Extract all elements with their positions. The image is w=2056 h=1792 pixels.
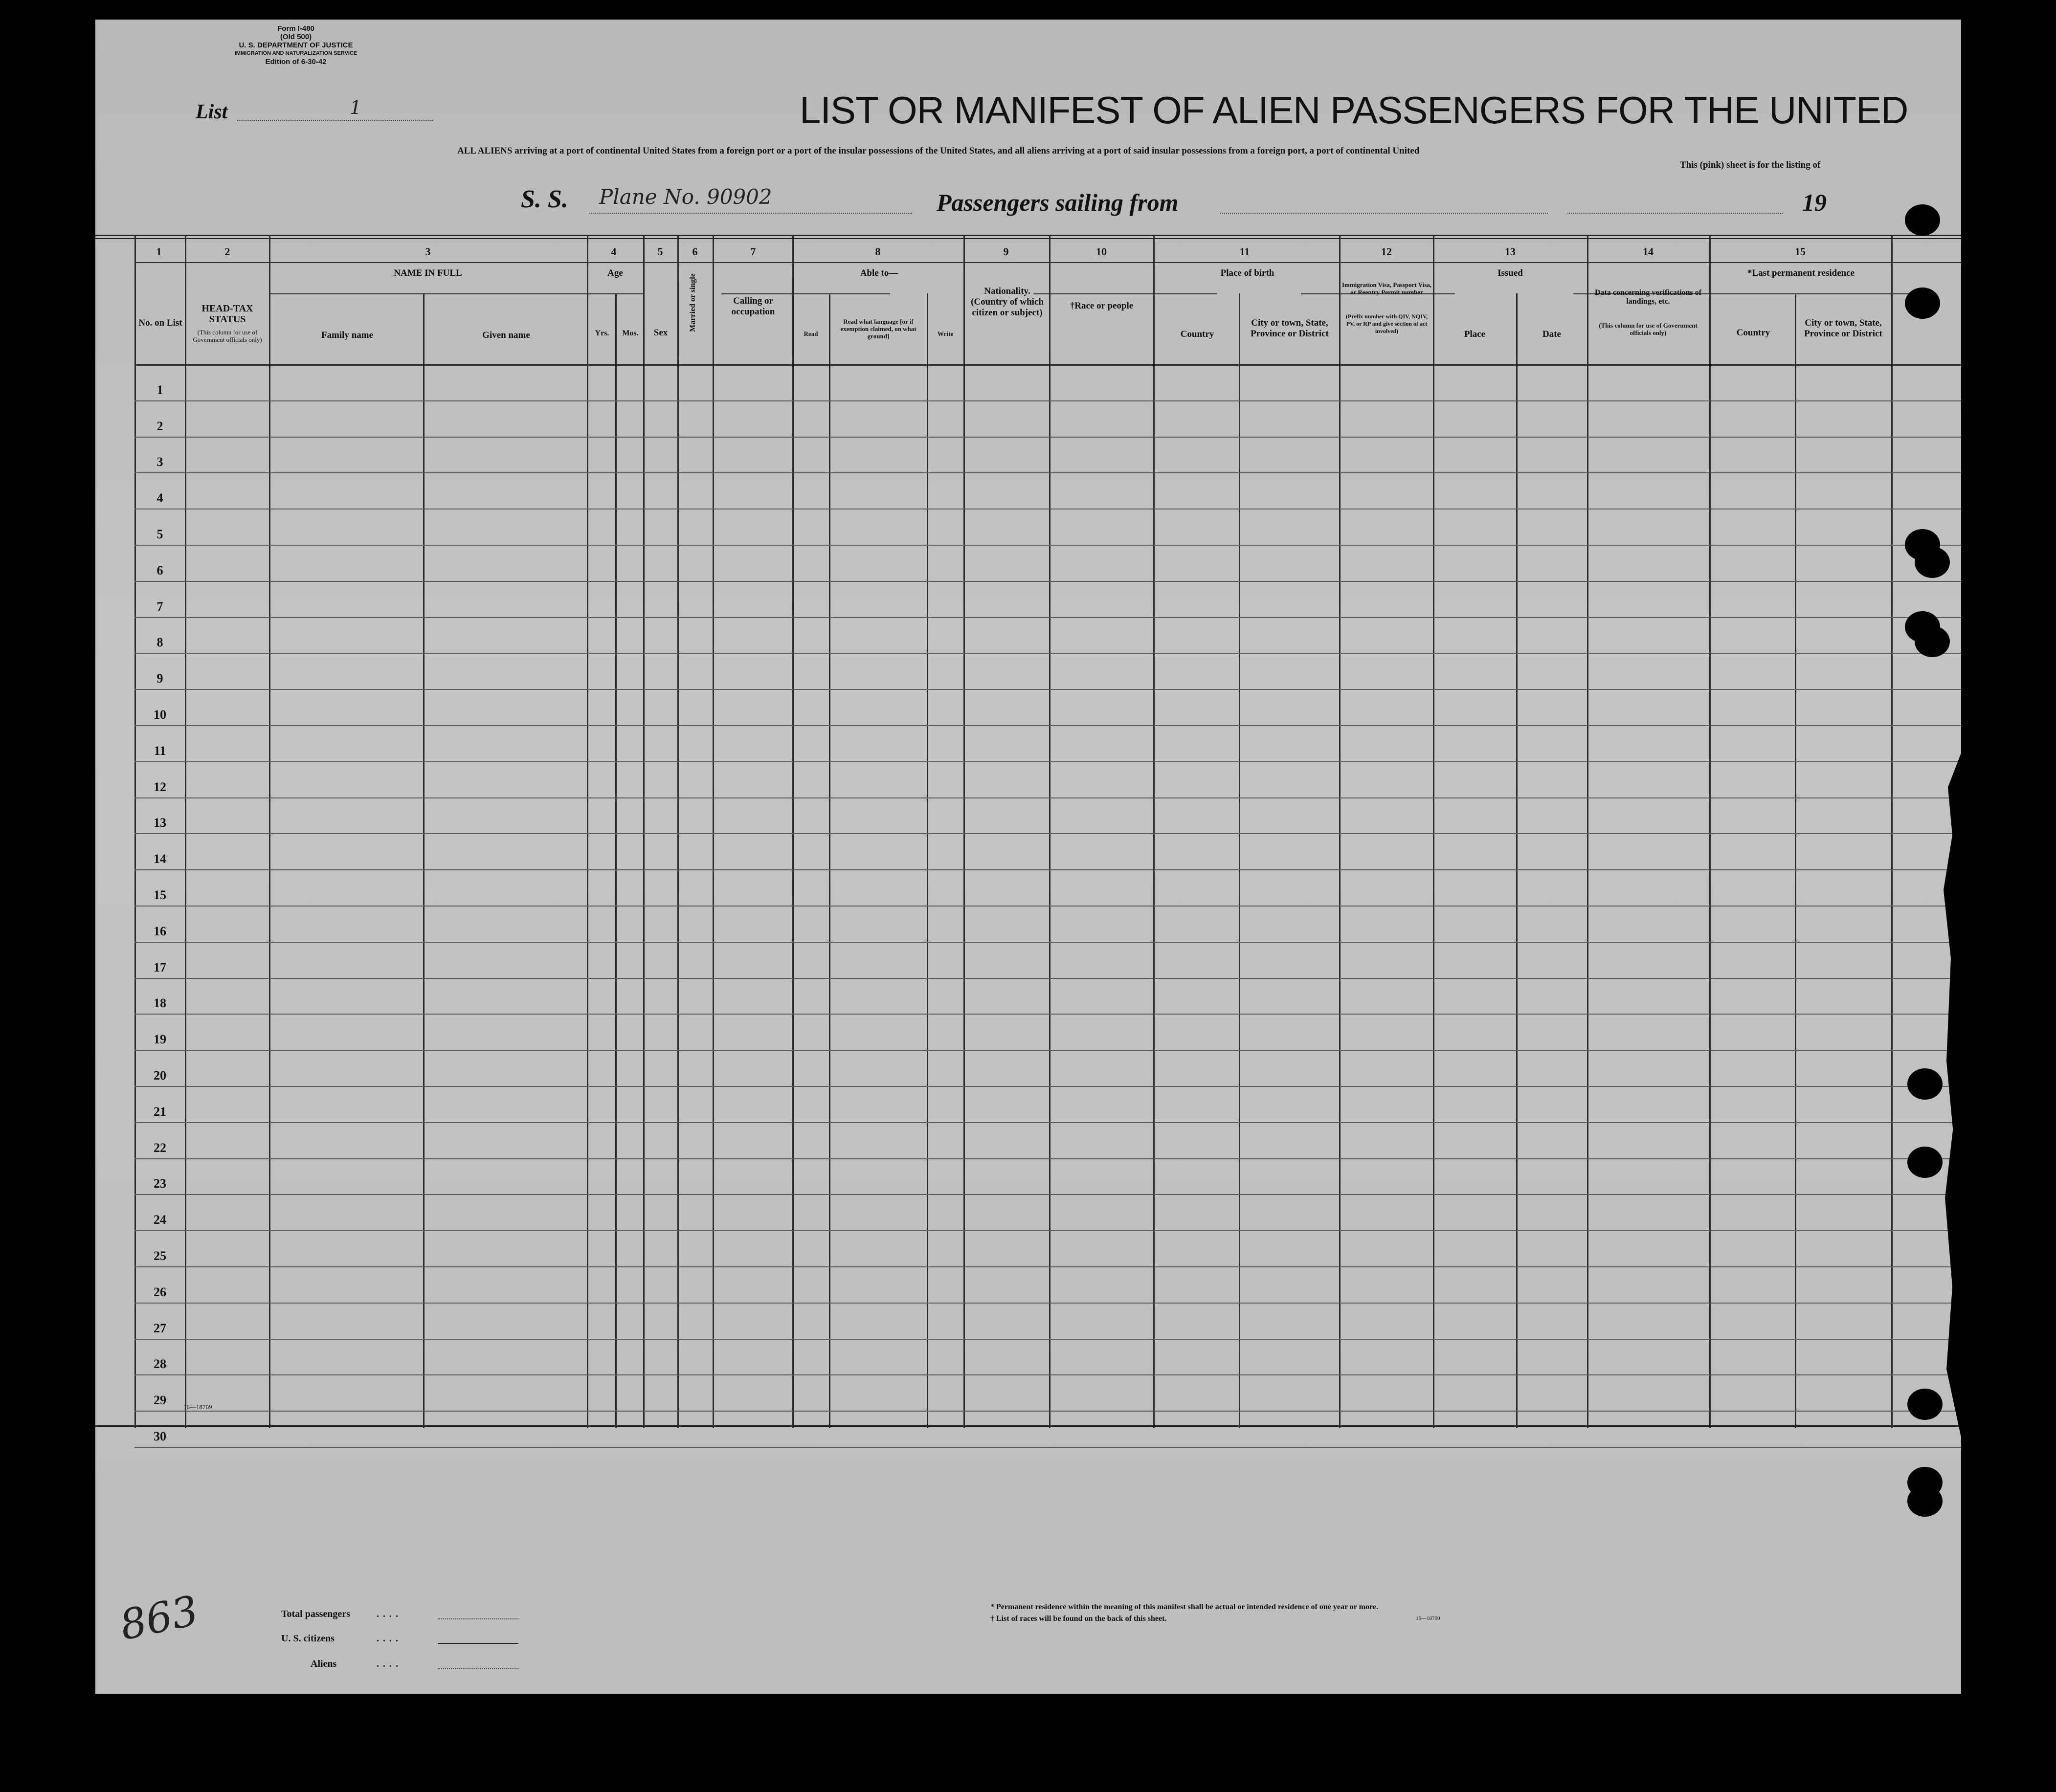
row-number: 13	[154, 816, 166, 830]
header-residence-city: City or town, State, Province or District	[1804, 318, 1882, 339]
table-row-line	[134, 1303, 1961, 1304]
header-read-what: Read what language [or if exemption claimed, on what ground]	[840, 318, 916, 340]
name-header-divider	[269, 293, 587, 294]
punch-hole	[1907, 1147, 1943, 1178]
header-able-to: Able to—	[860, 268, 898, 278]
list-label: List	[196, 101, 228, 123]
row-number: 30	[154, 1429, 166, 1443]
table-row-line	[134, 797, 1961, 798]
table-row-line	[134, 942, 1961, 943]
header-given-name: Given name	[482, 330, 530, 340]
col-line	[1239, 293, 1240, 1428]
row-number: 10	[154, 708, 166, 722]
table-row-line	[134, 1339, 1961, 1340]
form-info	[208, 24, 384, 66]
col-line	[1049, 235, 1050, 1428]
print-code-footer: 16—18709	[1416, 1615, 1440, 1621]
row-number: 2	[156, 419, 163, 433]
list-value: 1	[350, 97, 362, 118]
row-number: 14	[154, 852, 166, 866]
row-number: 20	[154, 1068, 166, 1083]
table-row-line	[134, 400, 1961, 401]
row-number: 19	[154, 1032, 166, 1046]
manifest-sheet: Form I-480 (Old 500) U. S. DEPARTMENT OF JUSTICE IMMIGRATION AND NATURALIZATION SERVICE Edition of 6-30-42 List 1 LIST OR MANIFEST OF ALIEN PASSENGERS FOR THE UNITED ALL ALIENS arriving at a port of continental United States from a foreign port or a port of the insular possessions of the United States, and all aliens arriving at a port of said insular possessions from a foreign port, a port of continental United This (pink) sheet is for the listing of S. S. Plane No. 90902 Passengers sailing from 19 1 2 3 4 5 6 7 8 9 10 11 12 13 14 15 No. on List HEAD-TAX STATUS (This column for use of Government officials only) NAME IN FULL Family name Given name Age Yrs. Mos. Sex Married or single Calling or occupation Able to— Read Read what language [or if exemption claimed, on what ground] Write Nationality. (Country of which citizen or subject) †Race or people Place of birth Country City or town, State, Province or District Immigration Visa, Passport Visa, or Reentry Permit number (Prefix number with QIV, NQIV, PV, or RP and give section of act involved) Issued Place Date Data concerning verifications of landings, etc. (This column for use of Government officials only) *Last permanent residence Country City or town, State, Province or District 1 2 3 4 5 6 7 8 9 10 11 12 13 14 15 16 17 18 19 20 21 22 23 24 25 26 27 28 29 30 16—18709 863 Total passengers .... U. S. citizens .... Aliens .... * Permanent residence within the meaning of this manifest shall be actual or intended residence of one year or more. † List of races will be found on the back of this sheet. 16—18709	[95, 20, 1961, 1694]
row-number: 17	[154, 960, 166, 974]
column-number: 7	[750, 245, 756, 258]
table-row-line	[134, 869, 1961, 870]
table-row-line	[134, 1266, 1961, 1267]
aliens-label: Aliens	[311, 1659, 337, 1669]
row-number: 25	[154, 1249, 166, 1263]
row-number: 3	[156, 455, 163, 469]
table-row-line	[134, 472, 1961, 473]
col-line	[587, 235, 588, 1428]
table-row-line	[134, 1158, 1961, 1159]
col-line	[1433, 235, 1434, 1428]
punch-hole	[1915, 547, 1950, 578]
col-line	[829, 293, 830, 1428]
header-write: Write	[937, 330, 954, 337]
col-line	[677, 235, 679, 1428]
table-row-line	[134, 1122, 1961, 1123]
table-row-line	[134, 689, 1961, 690]
ss-label: S. S.	[521, 185, 568, 213]
table-row-line	[134, 653, 1961, 654]
row-number: 8	[156, 635, 163, 649]
header-data-note: (This column for use of Government officials only)	[1599, 322, 1698, 336]
us-citizens-blank[interactable]	[438, 1643, 518, 1644]
column-number: 11	[1239, 245, 1250, 258]
form-number: Form I-480	[277, 24, 314, 33]
column-number: 14	[1643, 245, 1654, 258]
punch-hole	[1907, 1389, 1943, 1420]
column-number: 3	[425, 245, 431, 258]
table-row-line	[134, 1411, 1961, 1412]
punch-hole	[1905, 204, 1940, 236]
column-number: 1	[156, 245, 162, 258]
table-row-line	[134, 761, 1961, 762]
table-row-line	[134, 1194, 1961, 1195]
total-passengers-blank[interactable]	[438, 1618, 518, 1619]
column-number: 5	[657, 245, 663, 258]
form-department: U. S. DEPARTMENT OF JUSTICE	[239, 41, 353, 49]
row-number: 24	[154, 1213, 166, 1227]
row-number: 21	[154, 1105, 166, 1119]
col-line	[423, 293, 425, 1428]
col-line	[1709, 235, 1711, 1428]
list-blank[interactable]	[237, 120, 433, 121]
row-number: 27	[154, 1321, 166, 1335]
col-line	[1339, 235, 1341, 1428]
header-issued-date: Date	[1542, 329, 1561, 339]
column-number: 9	[1003, 245, 1009, 258]
header-sex: Sex	[653, 328, 668, 338]
header-issued-place: Place	[1464, 329, 1486, 339]
column-number: 13	[1505, 245, 1516, 258]
column-number: 4	[611, 245, 617, 258]
header-birth-country: Country	[1180, 329, 1214, 339]
table-row-line	[134, 1014, 1961, 1015]
able-header-divider	[721, 293, 890, 294]
col-line	[792, 235, 794, 1428]
punch-hole	[1905, 288, 1940, 319]
row-number: 28	[154, 1357, 166, 1371]
table-row-line	[134, 906, 1961, 907]
row-number: 9	[156, 671, 163, 686]
header-residence-country: Country	[1736, 328, 1770, 338]
print-code-table: 16—18709	[183, 1403, 212, 1411]
col-line	[643, 235, 645, 1428]
header-data-concerning: Data concerning verifications of landings, etc.	[1594, 288, 1702, 306]
col-line	[1891, 235, 1893, 1428]
row-number: 29	[154, 1393, 166, 1407]
row-number: 18	[154, 996, 166, 1010]
row-number: 22	[154, 1141, 166, 1155]
col-line	[927, 293, 928, 1428]
table-row-line	[134, 581, 1961, 582]
total-passengers-label: Total passengers	[281, 1609, 350, 1619]
header-nationality: Nationality. (Country of which citizen or subject)	[971, 286, 1044, 318]
col-line	[963, 235, 965, 1428]
form-edition: Edition of 6-30-42	[265, 58, 327, 66]
aliens-blank[interactable]	[438, 1668, 518, 1669]
punch-hole	[1907, 1485, 1943, 1517]
table-row-line	[134, 1447, 1961, 1448]
header-race: †Race or people	[1070, 301, 1134, 311]
col-line	[713, 235, 714, 1428]
table-row-line	[134, 1230, 1961, 1231]
sailing-from-blank[interactable]	[1220, 213, 1548, 214]
header-age: Age	[607, 268, 623, 278]
form-old-number: (Old 500)	[280, 33, 312, 41]
header-head-tax: HEAD-TAX STATUS	[201, 303, 253, 325]
column-number: 8	[875, 245, 881, 258]
row-number: 7	[156, 599, 163, 614]
column-number: 15	[1795, 245, 1806, 258]
table-top-border-2	[95, 238, 1961, 239]
subtitle-line-1: ALL ALIENS arriving at a port of continental United States from a foreign port or a port of the insular possessions of the United States, and all aliens arriving at a port of said insular possessions from a foreign port, a port of continental United	[457, 146, 1420, 156]
handwritten-number: 863	[115, 1586, 202, 1650]
col-line	[1516, 293, 1518, 1428]
header-issued: Issued	[1497, 268, 1523, 278]
header-visa-note: (Prefix number with QIV, NQIV, PV, or RP and give section of act involved)	[1345, 313, 1428, 334]
column-number-separator	[134, 262, 1961, 263]
header-family-name: Family name	[321, 330, 374, 340]
note-permanent-residence: * Permanent residence within the meaning of this manifest shall be actual or intended residence of one year or more.	[990, 1603, 1378, 1611]
note-races: † List of races will be found on the back of this sheet.	[990, 1615, 1167, 1623]
col-line	[185, 235, 186, 1428]
table-bottom-border	[95, 1425, 1961, 1427]
header-married-or-single: Married or single	[689, 273, 697, 332]
column-number: 6	[692, 245, 698, 258]
table-row-line	[134, 978, 1961, 979]
header-birth-city: City or town, State, Province or District	[1251, 318, 1329, 339]
table-row-line	[134, 1050, 1961, 1051]
row-number: 1	[156, 383, 163, 397]
header-name-in-full: NAME IN FULL	[394, 268, 462, 278]
subtitle-line-2: This (pink) sheet is for the listing of	[1680, 160, 1821, 170]
row-number: 11	[154, 744, 166, 758]
table-row-line	[134, 1086, 1961, 1087]
header-head-tax-note: (This column for use of Government officials only)	[193, 329, 262, 343]
column-number: 12	[1381, 245, 1392, 258]
header-place-of-birth: Place of birth	[1220, 268, 1274, 278]
punch-hole	[1907, 1068, 1943, 1100]
header-calling: Calling or occupation	[731, 296, 775, 317]
birth-header-divider	[1033, 293, 1217, 294]
col-line	[134, 235, 136, 1428]
row-number: 26	[154, 1285, 166, 1299]
header-no-on-list: No. on List	[138, 318, 182, 328]
page-title: LIST OR MANIFEST OF ALIEN PASSENGERS FOR THE UNITED	[800, 88, 1908, 132]
table-top-border	[95, 235, 1961, 236]
header-yrs: Yrs.	[595, 329, 609, 337]
col-line	[1587, 235, 1588, 1428]
row-number: 6	[156, 563, 163, 577]
ss-value: Plane No. 90902	[599, 185, 772, 209]
sailing-label: Passengers sailing from	[937, 189, 1179, 216]
year-label: 19	[1802, 189, 1827, 216]
col-line	[269, 235, 270, 1428]
punch-hole	[1915, 626, 1950, 657]
date-blank[interactable]	[1567, 213, 1783, 214]
header-last-residence: *Last permanent residence	[1747, 268, 1855, 278]
table-row-line	[134, 1374, 1961, 1375]
table-row-line	[134, 437, 1961, 438]
row-number: 23	[154, 1176, 166, 1191]
table-row-line	[134, 545, 1961, 546]
table-row-line	[134, 617, 1961, 618]
table-row-line	[134, 833, 1961, 834]
table-row-line	[134, 725, 1961, 726]
header-bottom-border	[134, 364, 1961, 366]
form-service: IMMIGRATION AND NATURALIZATION SERVICE	[234, 50, 358, 56]
row-number: 5	[156, 527, 163, 541]
column-number: 10	[1096, 245, 1107, 258]
ss-blank[interactable]	[589, 213, 912, 214]
row-number: 12	[154, 780, 166, 794]
column-number: 2	[224, 245, 230, 258]
row-number: 16	[154, 924, 166, 938]
col-line	[1153, 235, 1155, 1428]
header-visa: Immigration Visa, Passport Visa, or Reentry Permit number	[1341, 281, 1432, 296]
row-number: 4	[156, 491, 163, 505]
us-citizens-label: U. S. citizens	[281, 1633, 335, 1644]
header-mos: Mos.	[622, 329, 639, 337]
col-line	[615, 293, 617, 1428]
header-read: Read	[804, 330, 818, 337]
row-number: 15	[154, 888, 166, 902]
col-line	[1795, 293, 1796, 1428]
